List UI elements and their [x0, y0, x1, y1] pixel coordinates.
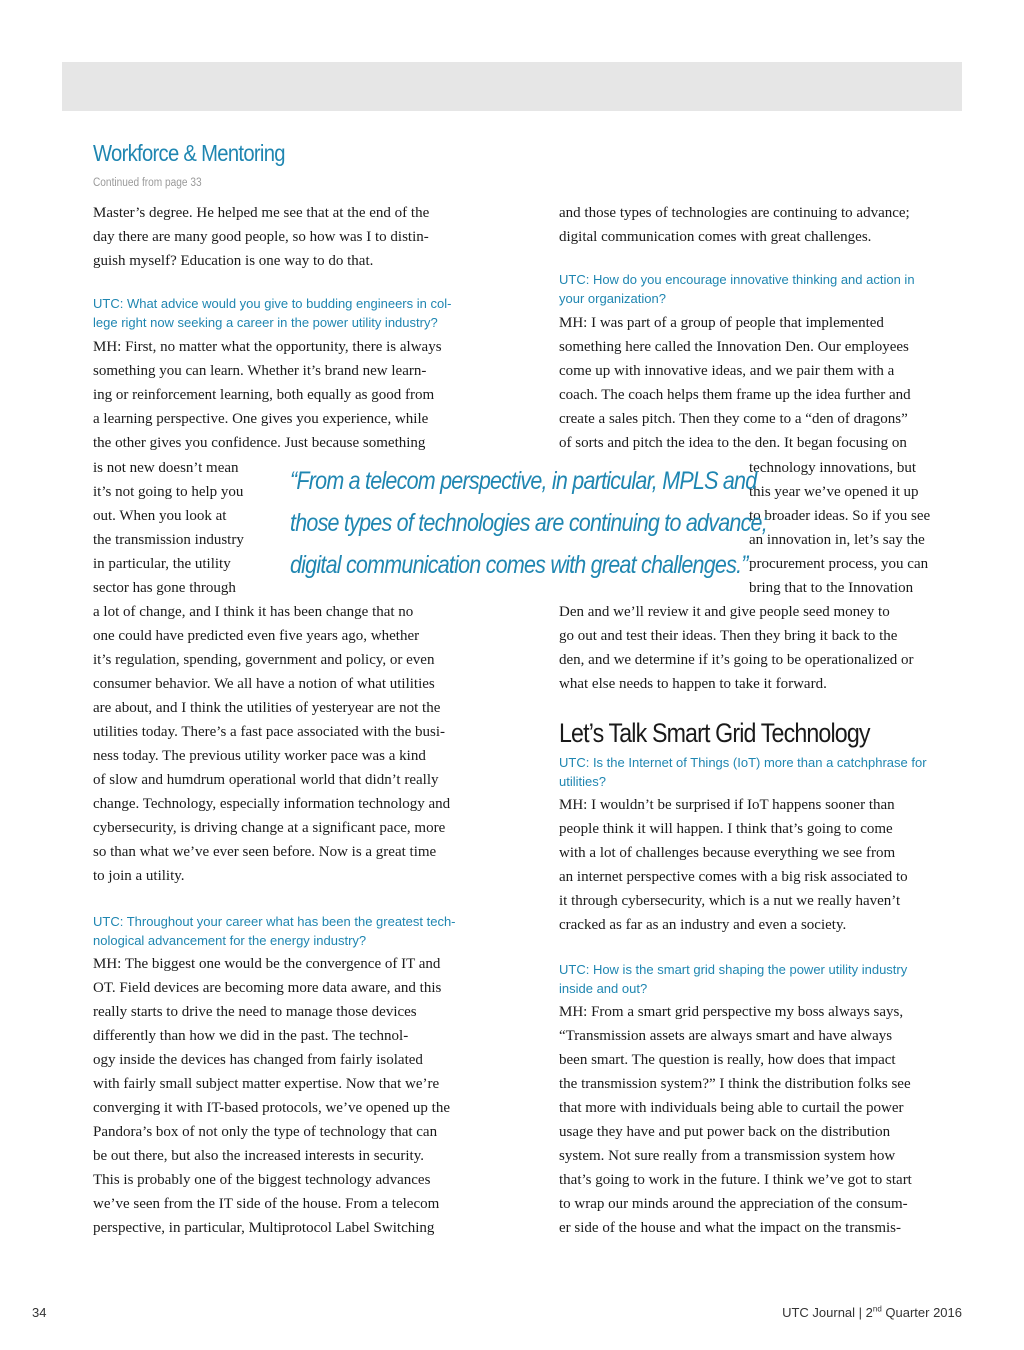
body-line: Den and we’ll review it and give people seed money to [559, 604, 890, 620]
body-line: of sorts and pitch the idea to the den. It began focusing on [559, 435, 907, 451]
body-line: er side of the house and what the impact on the transmis- [559, 1220, 901, 1236]
section-title: Workforce & Mentoring [93, 140, 285, 166]
question-line: UTC: Is the Internet of Things (IoT) more than a catchphrase for [559, 755, 927, 770]
body-line: consumer behavior. We all have a notion of what utilities [93, 676, 435, 692]
body-line: usage they have and put power back on the distribution [559, 1124, 891, 1140]
body-line: are about, and I think the utilities of yesteryear are not the [93, 700, 441, 716]
body-line: guish myself? Education is one way to do that. [93, 253, 374, 269]
body-line: come up with innovative ideas, and we pair them with a [559, 363, 895, 379]
body-line: in particular, the utility [93, 556, 231, 572]
body-line: a learning perspective. One gives you experience, while [93, 411, 429, 427]
question-line: your organization? [559, 291, 666, 306]
body-line: perspective, in particular, Multiprotocol Label Switching [93, 1220, 435, 1236]
body-line: procurement process, you can [749, 556, 929, 572]
body-line: a lot of change, and I think it has been change that no [93, 604, 414, 620]
journal-footer [782, 1305, 962, 1320]
body-line: to broader ideas. So if you see [749, 508, 931, 524]
body-line: MH: The biggest one would be the convergence of IT and [93, 956, 441, 972]
body-line: ogy inside the devices has changed from fairly isolated [93, 1052, 423, 1068]
body-line: something here called the Innovation Den. Our employees [559, 339, 909, 355]
body-line: MH: I was part of a group of people that implemented [559, 315, 884, 331]
question-line: UTC: What advice would you give to budding engineers in col- [93, 296, 452, 311]
journal-name: UTC Journal | 2 [782, 1305, 873, 1320]
body-line: with a lot of challenges because everything we see from [559, 845, 896, 861]
body-line: digital communication comes with great challenges. [559, 229, 872, 245]
question-line: nological advancement for the energy industry? [93, 933, 367, 948]
body-line: den, and we determine if it’s going to be operationalized or [559, 652, 914, 668]
body-line: with fairly small subject matter expertise. Now that we’re [93, 1076, 440, 1092]
body-line: MH: I wouldn’t be surprised if IoT happens sooner than [559, 797, 895, 813]
body-line: one could have predicted even five years ago, whether [93, 628, 420, 644]
body-line: differently than how we did in the past. The technol- [93, 1028, 409, 1044]
body-line: the transmission system?” I think the distribution folks see [559, 1076, 911, 1092]
section-heading-smart-grid: Let’s Talk Smart Grid Technology [559, 718, 870, 748]
body-line: day there are many good people, so how was I to distin- [93, 229, 429, 245]
body-line: what else needs to happen to take it forward. [559, 676, 827, 692]
body-line: ing or reinforcement learning, both equally as good from [93, 387, 435, 403]
body-line: create a sales pitch. Then they come to a “den of dragons” [559, 411, 908, 427]
header-banner [62, 62, 962, 111]
body-line: it’s not going to help you [93, 484, 244, 500]
body-line: cybersecurity, is driving change at a significant pace, more [93, 820, 446, 836]
body-line: something you can learn. Whether it’s brand new learn- [93, 363, 427, 379]
body-line: bring that to the Innovation [749, 580, 914, 596]
body-line: it’s regulation, spending, government and policy, or even [93, 652, 435, 668]
body-line: the other gives you confidence. Just because something [93, 435, 426, 451]
question-line: UTC: How do you encourage innovative thinking and action in [559, 272, 915, 287]
body-line: out. When you look at [93, 508, 227, 524]
body-line: system. Not sure really from a transmission system how [559, 1148, 896, 1164]
body-line: to join a utility. [93, 868, 185, 884]
body-line: that more with individuals being able to curtail the power [559, 1100, 904, 1116]
body-line: we’ve seen from the IT side of the house. From a telecom [93, 1196, 440, 1212]
body-line: be out there, but also the increased interests in security. [93, 1148, 425, 1164]
body-line: This is probably one of the biggest technology advances [93, 1172, 431, 1188]
body-line: been smart. The question is really, how does that impact [559, 1052, 896, 1068]
body-line: MH: From a smart grid perspective my boss always says, [559, 1004, 904, 1020]
question-line: UTC: How is the smart grid shaping the power utility industry [559, 962, 908, 977]
body-line: sector has gone through [93, 580, 236, 596]
body-line: MH: First, no matter what the opportunity, there is always [93, 339, 442, 355]
body-line: of slow and humdrum operational world that didn’t really [93, 772, 439, 788]
body-line: this year we’ve opened it up [749, 484, 919, 500]
question-line: UTC: Throughout your career what has been the greatest tech- [93, 914, 456, 929]
pull-quote-line: digital communication comes with great challenges.” [290, 551, 748, 579]
body-line: so than what we’ve ever seen before. Now is a great time [93, 844, 437, 860]
page-number: 34 [32, 1305, 47, 1320]
body-line: ness today. The previous utility worker pace was a kind [93, 748, 426, 764]
body-line: the transmission industry [93, 532, 244, 548]
quarter-ordinal: nd [872, 1304, 882, 1314]
body-line: and those types of technologies are continuing to advance; [559, 205, 910, 221]
question-line: inside and out? [559, 981, 648, 996]
body-line: coach. The coach helps them frame up the idea further and [559, 387, 911, 403]
body-line: Master’s degree. He helped me see that at the end of the [93, 205, 430, 221]
body-line: cracked as far as an industry and even a society. [559, 917, 847, 933]
body-line: utilities today. There’s a fast pace associated with the busi- [93, 724, 445, 740]
pull-quote-line: those types of technologies are continuing to advance; [290, 509, 767, 537]
body-line: OT. Field devices are becoming more data aware, and this [93, 980, 442, 996]
body-line: converging it with IT-based protocols, we’ve opened up the [93, 1100, 450, 1116]
body-line: that’s going to work in the future. I think we’ve got to start [559, 1172, 912, 1188]
question-line: lege right now seeking a career in the power utility industry? [93, 315, 438, 330]
question-line: utilities? [559, 774, 606, 789]
body-line: Pandora’s box of not only the type of technology that can [93, 1124, 438, 1140]
body-line: people think it will happen. I think that’s going to come [559, 821, 893, 837]
body-line: it through cybersecurity, which is a nut we really haven’t [559, 893, 901, 909]
body-line: technology innovations, but [749, 460, 917, 476]
body-line: to wrap our minds around the appreciation of the consum- [559, 1196, 908, 1212]
continued-note: Continued from page 33 [93, 177, 202, 189]
body-line: an internet perspective comes with a big risk associated to [559, 869, 908, 885]
body-line: really starts to drive the need to manage those devices [93, 1004, 417, 1020]
pull-quote-line: “From a telecom perspective, in particular, MPLS and [290, 467, 757, 495]
quarter-year: Quarter 2016 [881, 1305, 962, 1320]
body-line: is not new doesn’t mean [93, 460, 239, 476]
body-line: “Transmission assets are always smart and have always [559, 1028, 893, 1044]
body-line: change. Technology, especially information technology and [93, 796, 451, 812]
body-line: an innovation in, let’s say the [749, 532, 925, 548]
body-line: go out and test their ideas. Then they bring it back to the [559, 628, 898, 644]
